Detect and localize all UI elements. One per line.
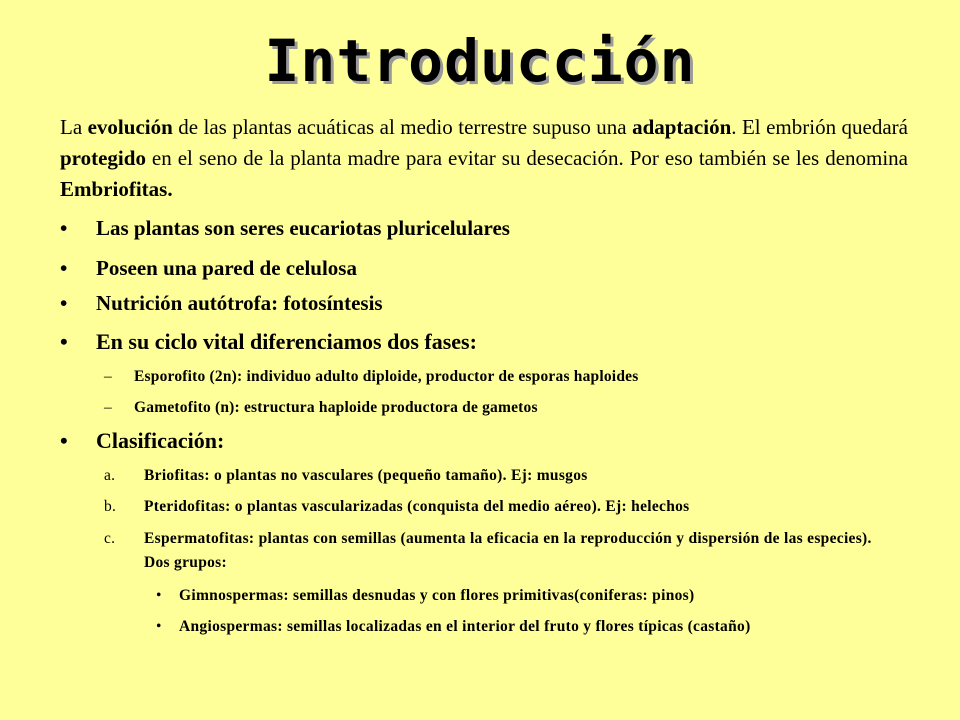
bullet-item (60, 214, 510, 242)
classification-label: Clasificación: (96, 428, 225, 453)
bullet-icon: • (60, 428, 68, 453)
group-text: Angiospermas: semillas localizadas en el interior del fruto y flores típicas (castaño) (179, 618, 751, 635)
bullet-icon: • (60, 256, 68, 280)
bullet-icon: • (60, 216, 68, 240)
intro-bold-evolucion: evolución (87, 115, 173, 139)
item-letter: b. (104, 498, 117, 515)
intro-paragraph (60, 112, 908, 205)
bullet-item (60, 254, 357, 282)
dash-icon: – (104, 368, 112, 385)
bullet-text: En su ciclo vital diferenciamos dos fases: (96, 329, 477, 354)
intro-text-3: . El embrión quedará (731, 115, 908, 139)
intro-text-4: en el seno de la planta madre para evitar su desecación. Por eso también se les denomina (145, 146, 908, 170)
item-letter: a. (104, 467, 116, 484)
group-item (156, 615, 896, 639)
sub-bullet-icon: • (156, 587, 162, 604)
bullet-item (60, 328, 477, 356)
intro-bold-embriofitas: Embriofitas. (60, 177, 173, 201)
bullet-icon: • (60, 291, 68, 315)
phase-item (104, 397, 538, 419)
bullet-icon: • (60, 329, 68, 354)
bullet-text: Poseen una pared de celulosa (96, 256, 357, 280)
classification-item (104, 495, 894, 519)
item-letter: c. (104, 530, 116, 547)
item-text: Espermatofitas: plantas con semillas (aumenta la eficacia en la reproducción y dispersión de las especies). Dos grupos: (144, 530, 872, 571)
group-text: Gimnospermas: semillas desnudas y con flores primitivas(coniferas: pinos) (179, 587, 695, 604)
classification-heading (60, 427, 224, 455)
classification-item (104, 464, 894, 488)
slide-title: Introducción (264, 27, 696, 95)
intro-bold-protegido: protegido (60, 146, 146, 170)
classification-item (104, 527, 894, 575)
bullet-text: Nutrición autótrofa: fotosíntesis (96, 291, 383, 315)
item-text: Briofitas: o plantas no vasculares (pequeño tamaño). Ej: musgos (144, 467, 588, 484)
intro-text-1: La (60, 115, 88, 139)
dash-icon: – (104, 399, 112, 416)
bullet-text: Las plantas son seres eucariotas pluricelulares (96, 216, 510, 240)
bullet-item (60, 289, 383, 317)
intro-text-2: de las plantas acuáticas al medio terrestre supuso una (172, 115, 633, 139)
sub-bullet-icon: • (156, 618, 162, 635)
phase-text: Esporofito (2n): individuo adulto diploide, productor de esporas haploides (134, 368, 639, 385)
phase-text: Gametofito (n): estructura haploide productora de gametos (134, 399, 538, 416)
intro-bold-adaptacion: adaptación (632, 115, 732, 139)
item-text: Pteridofitas: o plantas vascularizadas (conquista del medio aéreo). Ej: helechos (144, 498, 690, 515)
group-item (156, 584, 896, 608)
phase-item (104, 366, 638, 388)
